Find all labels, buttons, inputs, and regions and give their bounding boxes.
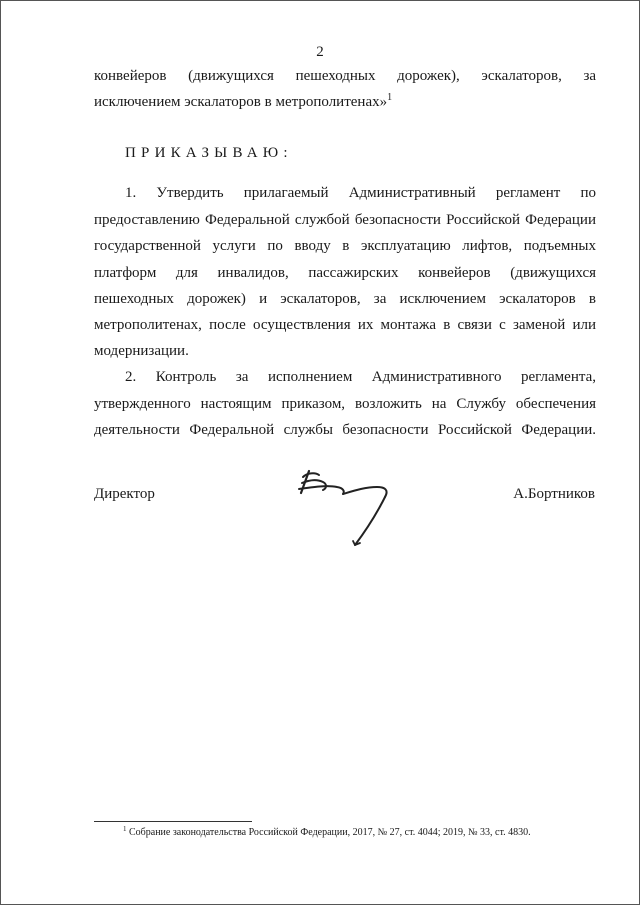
- paragraph-1-line: модернизации.: [94, 343, 189, 359]
- footnote-marker: 1: [123, 825, 127, 833]
- intro-word: дорожек),: [397, 68, 460, 84]
- paragraph-1-line: предоставлению Федеральной службой безопасности Российской Федерации: [94, 212, 596, 228]
- paragraph-2-line: 2. Контроль за исполнением Административного регламента,: [125, 369, 596, 385]
- page-number: 2: [316, 44, 324, 60]
- intro-word: (движущихся: [188, 68, 274, 84]
- paragraph-1-line: 1. Утвердить прилагаемый Административный регламент по: [125, 185, 596, 201]
- intro-word: эскалаторов,: [481, 68, 562, 84]
- signatory-title: Директор: [94, 486, 155, 502]
- intro-word: за: [583, 68, 597, 84]
- paragraph-1-line: платформ для инвалидов, пассажирских конвейеров (движущихся: [94, 265, 596, 281]
- order-heading: ПРИКАЗЫВАЮ:: [125, 145, 293, 161]
- intro-word: конвейеров: [94, 68, 167, 84]
- footnote-separator: [94, 821, 252, 822]
- handwritten-signature: [293, 463, 393, 553]
- intro-word: пешеходных: [295, 68, 376, 84]
- paragraph-2-line: деятельности Федеральной службы безопасности Российской Федерации.: [94, 422, 596, 438]
- paragraph-1-line: пешеходных дорожек) и эскалаторов, за исключением эскалаторов в: [94, 291, 596, 307]
- intro-line-2-text: исключением эскалаторов в метрополитенах»: [94, 94, 388, 110]
- footnote-reference: 1: [387, 92, 393, 103]
- footnote-text: Собрание законодательства Российской Федерации, 2017, № 27, ст. 4044; 2019, № 33, ст. 4830.: [129, 827, 531, 838]
- paragraph-2-line: утвержденного настоящим приказом, возложить на Службу обеспечения: [94, 396, 596, 412]
- intro-line-1: [94, 67, 596, 85]
- signatory-name: А.Бортников: [513, 486, 595, 502]
- intro-line-2: [94, 93, 596, 111]
- footnote: [123, 827, 531, 838]
- paragraph-1-line: государственной услуги по вводу в эксплуатацию лифтов, подъемных: [94, 238, 596, 254]
- paragraph-1-line: метрополитенах, после осуществления их монтажа в связи с заменой или: [94, 317, 596, 333]
